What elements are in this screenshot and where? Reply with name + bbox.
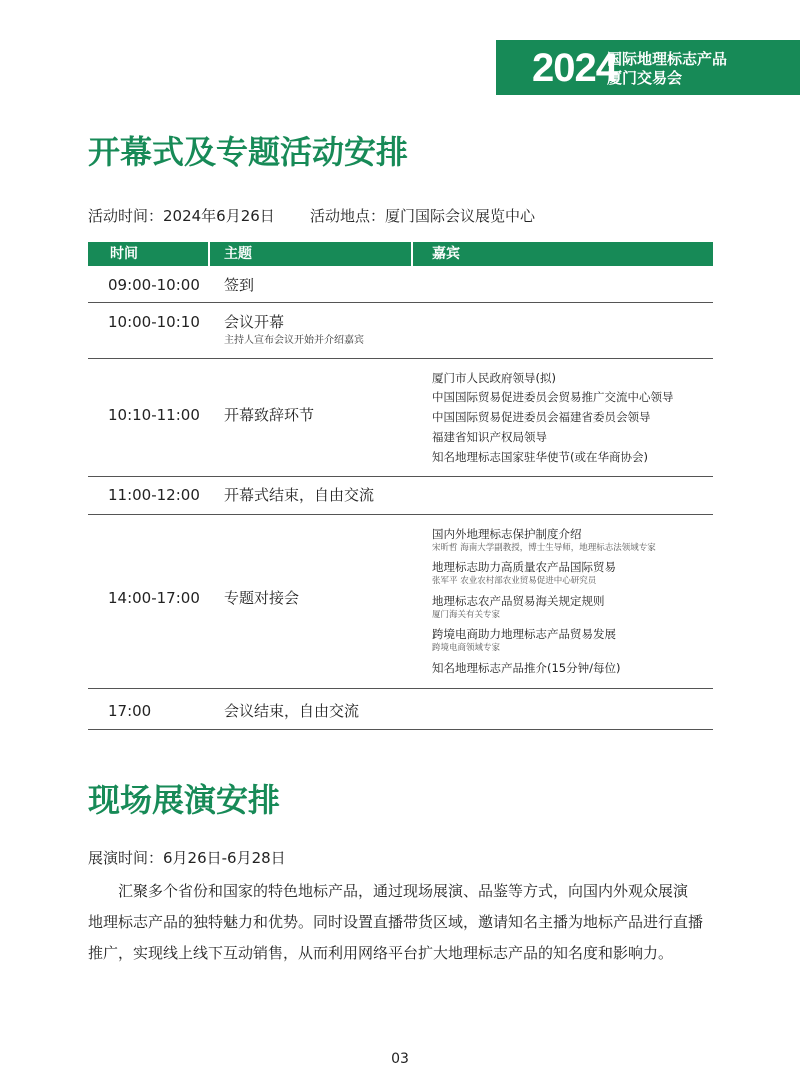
column-header-guest: 嘉宾: [432, 246, 460, 262]
paragraph-line: 地理标志产品的独特魅力和优势。同时设置直播带货区域，邀请知名主播为地标产品进行直播: [88, 913, 704, 931]
table-row-divider: [88, 514, 713, 515]
row-topic: 开幕致辞环节: [224, 406, 315, 424]
row-topic: 开幕式结束，自由交流: [224, 486, 375, 504]
row-time: 10:00-10:10: [108, 313, 200, 331]
row-time: 11:00-12:00: [108, 486, 200, 504]
guest-item: 中国国际贸易促进委员会福建省委员会领导: [432, 410, 651, 424]
column-header-time: 时间: [110, 246, 138, 262]
talk-speaker: 宋昕哲 海南大学副教授，博士生导师，地理标志法领域专家: [432, 543, 656, 553]
row-note: 主持人宣布会议开始并介绍嘉宾: [224, 335, 364, 346]
talk-title: 国内外地理标志保护制度介绍: [432, 527, 582, 541]
badge-year: 2024: [532, 46, 617, 90]
row-time: 17:00: [108, 702, 152, 720]
talk-title: 地理标志助力高质量农产品国际贸易: [432, 560, 616, 574]
section-title-opening: 开幕式及专题活动安排: [88, 133, 409, 171]
schedule-table-header: [88, 242, 713, 266]
talk-speaker: 张军平 农业农村部农业贸易促进中心研究员: [432, 576, 597, 586]
row-time: 14:00-17:00: [108, 589, 200, 607]
paragraph-line: 推广，实现线上线下互动销售，从而利用网络平台扩大地理标志产品的知名度和影响力。: [88, 944, 674, 962]
guest-item: 厦门市人民政府领导(拟): [432, 371, 556, 385]
table-row-divider: [88, 688, 713, 689]
activity-time: 活动时间：2024年6月26日: [88, 207, 275, 225]
badge-title-line1: 国际地理标志产品: [607, 50, 728, 68]
event-badge: [496, 40, 800, 95]
talk-speaker: 厦门海关有关专家: [432, 610, 501, 620]
row-time: 10:10-11:00: [108, 406, 200, 424]
guest-item: 知名地理标志国家驻华使节(或在华商协会): [432, 450, 648, 464]
row-topic: 会议结束，自由交流: [224, 702, 360, 720]
performance-time: 展演时间：6月26日-6月28日: [88, 849, 286, 867]
row-topic: 签到: [224, 276, 255, 294]
activity-place: 活动地点：厦门国际会议展览中心: [310, 207, 536, 225]
talk-title: 地理标志农产品贸易海关规定规则: [432, 594, 605, 608]
table-row-divider: [88, 302, 713, 303]
column-header-topic: 主题: [224, 246, 252, 262]
guest-item: 福建省知识产权局领导: [432, 430, 547, 444]
header-divider: [208, 242, 210, 266]
row-time: 09:00-10:00: [108, 276, 200, 294]
section-title-performance: 现场展演安排: [88, 781, 281, 819]
table-row-divider: [88, 358, 713, 359]
page-number: 03: [391, 1051, 409, 1067]
row-topic: 专题对接会: [224, 589, 300, 607]
table-row-divider: [88, 729, 713, 730]
guest-item: 中国国际贸易促进委员会贸易推广交流中心领导: [432, 390, 674, 404]
talk-title: 知名地理标志产品推介(15分钟/每位): [432, 661, 621, 675]
table-row-divider: [88, 476, 713, 477]
talk-title: 跨境电商助力地理标志产品贸易发展: [432, 627, 616, 641]
badge-title-line2: 厦门交易会: [607, 69, 683, 87]
paragraph-line: 汇聚多个省份和国家的特色地标产品，通过现场展演、品鉴等方式，向国内外观众展演: [118, 882, 689, 900]
row-topic: 会议开幕: [224, 313, 285, 331]
talk-speaker: 跨境电商领域专家: [432, 643, 501, 653]
header-divider: [411, 242, 413, 266]
